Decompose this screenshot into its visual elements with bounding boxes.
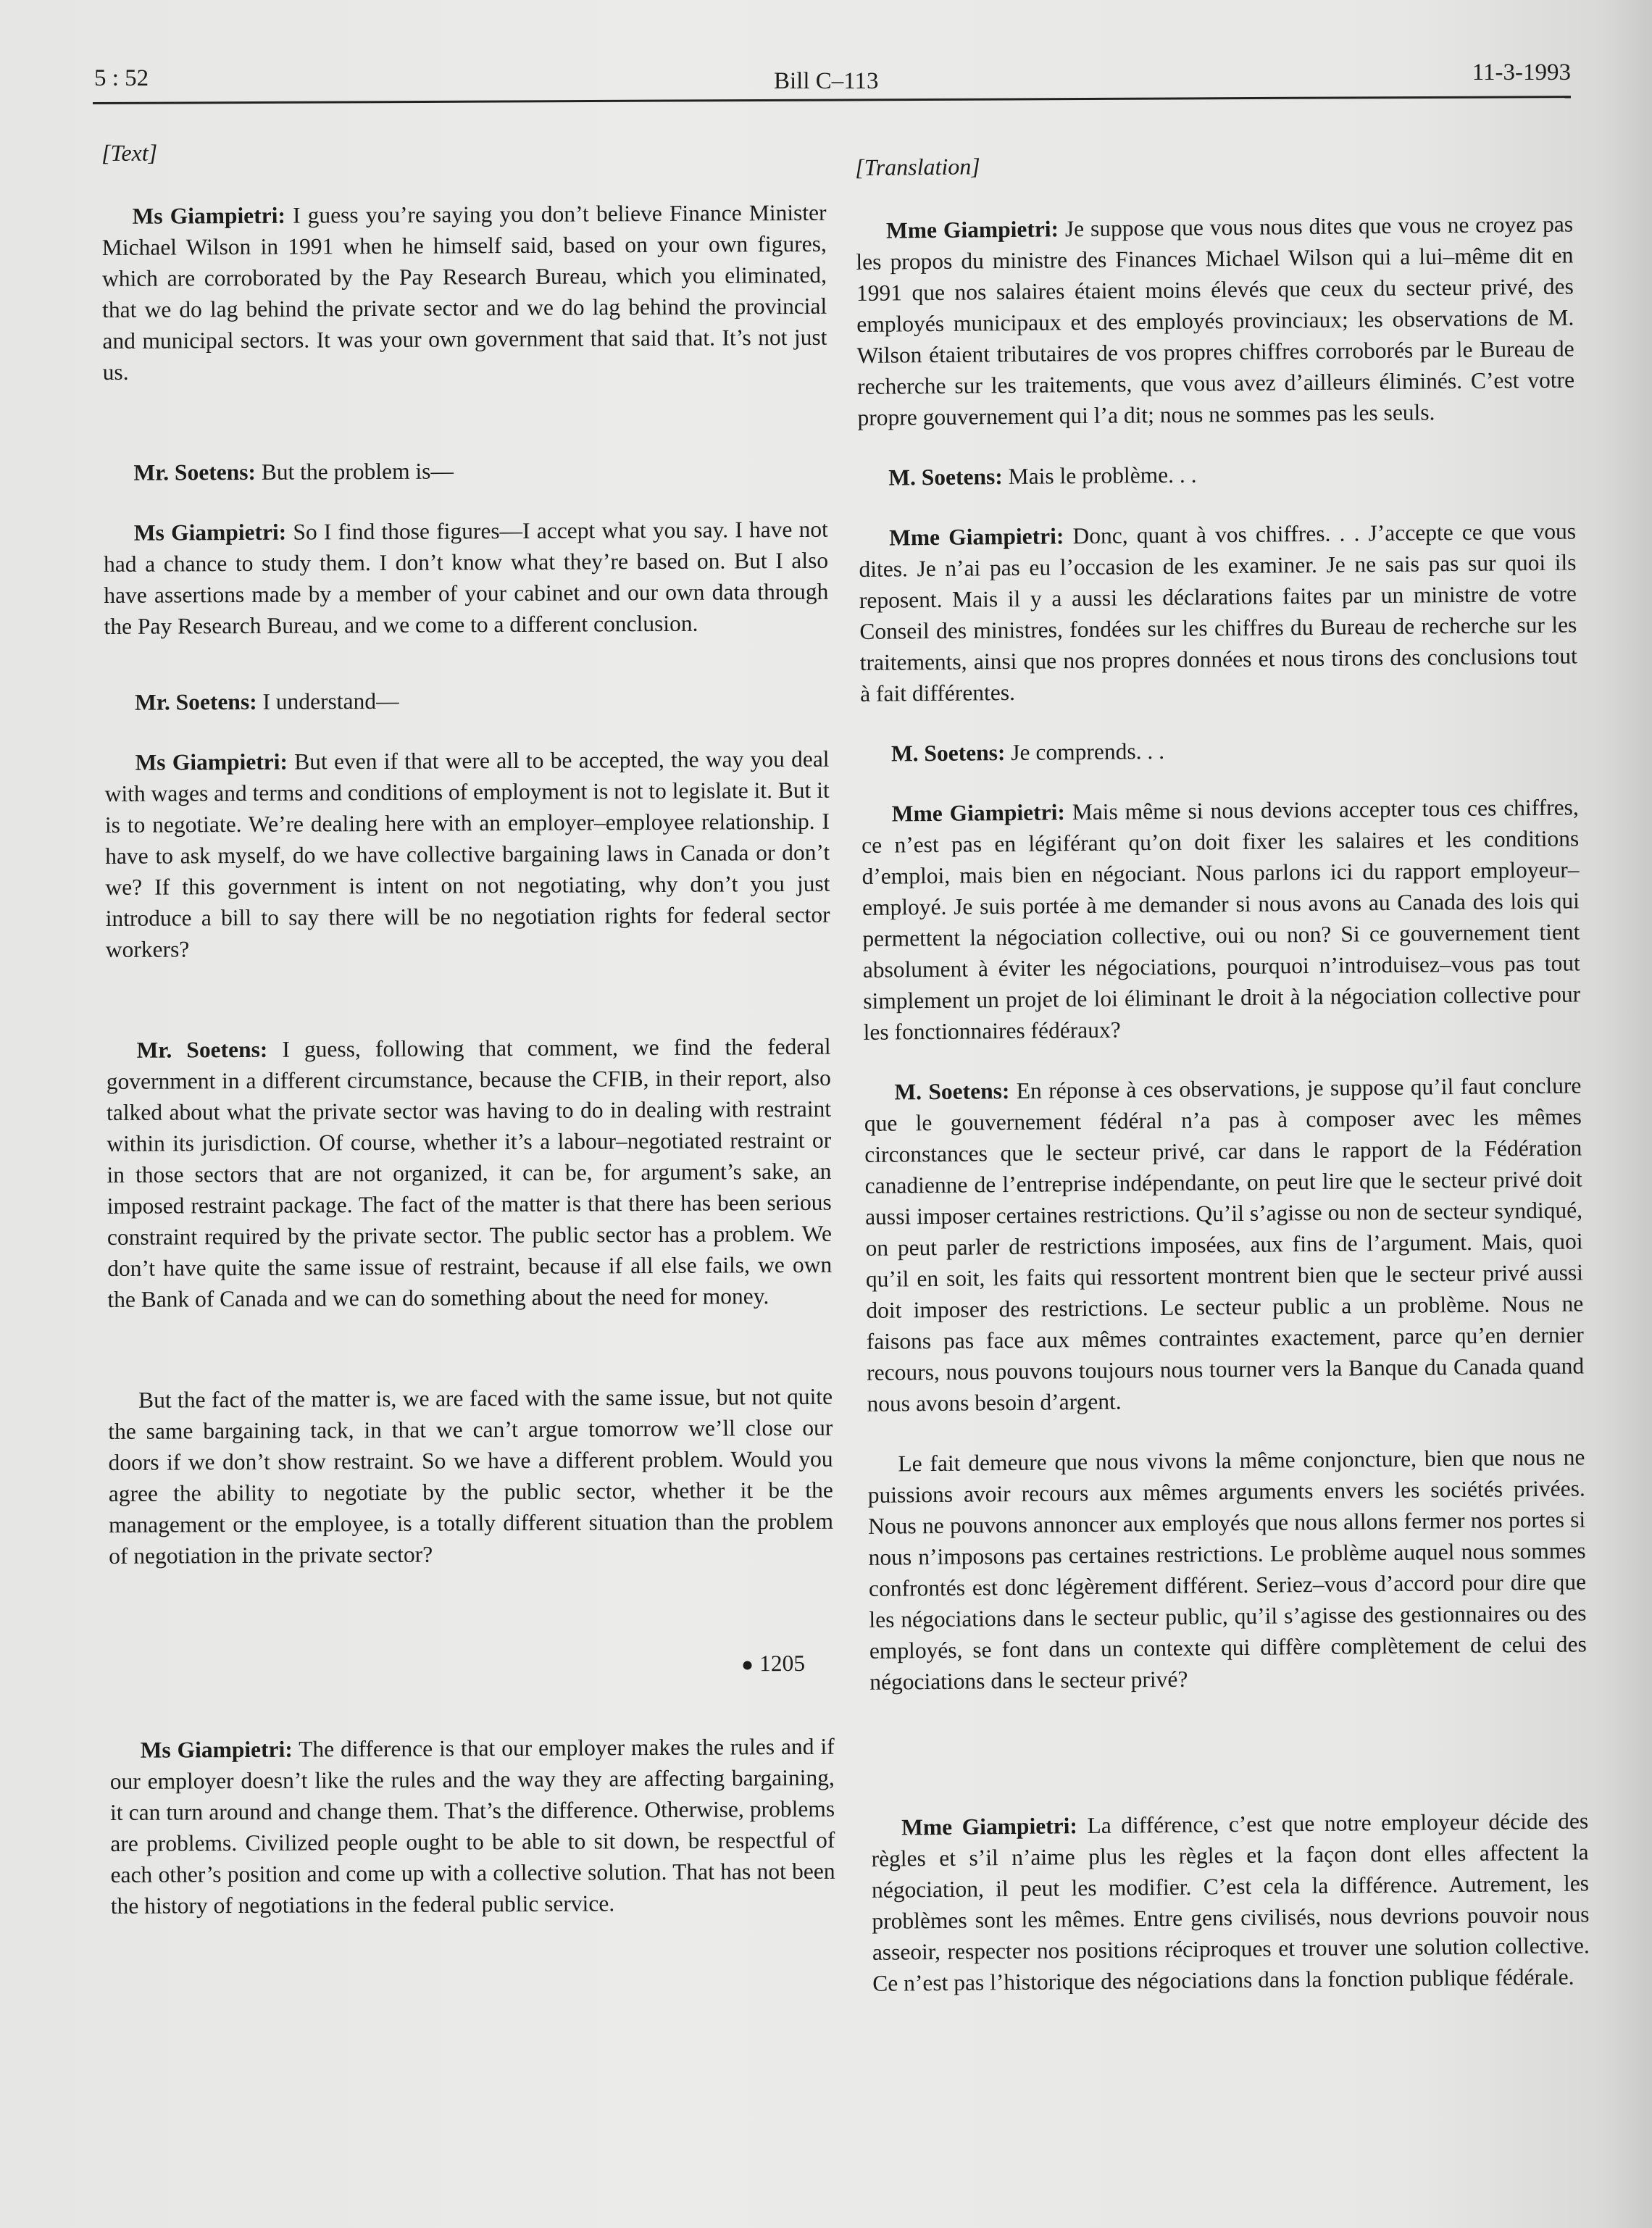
speech: I guess you’re saying you don’t believe Finance Minister Michael Wilson in 1991 when he himself said, based on your own figures, which are corroborated by the Pay Research Bureau, which you eliminated, that we do lag behind the private sector and we do lag behind the provincial and municipal sectors. It was your own government that said that. It’s not just us. — [101, 199, 827, 385]
paragraph — [864, 1069, 1584, 1419]
speech: The difference is that our employer makes the rules and if our employer doesn’t like the rules and the way they are affecting bargaining, it can turn around and change them. That’s the difference. Otherwise, problems are problems. Civilized people ought to be able to sit down, be respectful of each other’s position and come up with a collective solution. That has not been the history of negotiations in the federal public service. — [109, 1733, 835, 1919]
speech: But the fact of the matter is, we are faced with the same issue, but not quite the same bargaining tack, in that we can’t argue tomorrow we’ll close our doors if we don’t show restraint. So we have a different problem. Would you agree the ability to negotiate by the public sector, whether it be the management or the employee, is a totally different situation than the problem of negotiation in the private sector? — [108, 1383, 834, 1569]
speech: So I find those figures—I accept what you say. I have not had a chance to study them. I don’t know what they’re based on. But I also have assertions made by a member of your cabinet and our own data through the Pay Research Bureau, and we come to a different conclusion. — [103, 516, 829, 639]
speech: But even if that were all to be accepted, the way you deal with wages and terms and conditions of employment is not to legislate it. But it is to negotiate. We’re dealing here with an employer–employee relationship. I have to ask myself, do we have collective bargaining laws in Canada or don’t we? If this government is intent on not negotiating, why don’t you just introduce a bill to say there will be no negotiation rights for federal sector workers? — [104, 746, 830, 962]
speech: Mais même si nous devions accepter tous ces chiffres, ce n’est pas en légiférant qu’on doit fixer les salaires et les conditions d’emploi, mais bien en négociant. Nous parlons ici du rapport employeur–employé. Je suis portée à me demander si nous avons au Canada des lois qui permettent la négociation collective, oui ou non? Si ce gouvernement tient absolument à éviter les négociations, pourquoi n’introduisez–vous pas tout simplement un projet de loi éliminant le droit à la négociation collective pour les fonctionnaires fédéraux? — [862, 794, 1581, 1045]
text-label: [Text] — [101, 139, 158, 166]
paragraph — [106, 1031, 832, 1315]
paragraph — [867, 1441, 1587, 1697]
paragraph — [104, 743, 830, 965]
speech: Mais le problème. . . — [1002, 462, 1197, 490]
paragraph — [108, 1381, 833, 1572]
speech: Le fait demeure que nous vivons la même conjoncture, bien que nous ne puissions avoir recours aux mêmes arguments envers les sociétés privées. Nous ne pouvons annoncer aux employés que nous allons fermer nos portes si nous n’imposons pas certaines restrictions. Le problème auquel nous sommes confrontés est donc légèrement différent. Seriez–vous d’accord pour dire que les négociations dans le secteur public, qu’il s’agisse des gestionnaires ou des employés, se font dans un contexte qui diffère complètement de celui des négociations dans le secteur privé? — [867, 1444, 1587, 1695]
speech: But the problem is— — [255, 458, 454, 485]
speaker: Ms Giampietri: — [132, 202, 285, 229]
sitting-date: 11-3-1993 — [1472, 59, 1571, 85]
page-header — [93, 59, 1571, 104]
paragraph — [110, 1731, 835, 1922]
page-reference: 5 : 52 — [94, 65, 149, 91]
header-rule — [93, 96, 1571, 104]
paragraph — [101, 197, 827, 388]
speaker: Ms Giampietri: — [140, 1736, 293, 1763]
paragraph — [856, 208, 1575, 433]
paragraph — [871, 1805, 1590, 1998]
speaker: Ms Giampietri: — [133, 519, 287, 546]
english-column — [101, 134, 835, 1922]
speech: La différence, c’est que notre employeur décide des règles et s’il n’aime plus les règles et la façon dont elles affectent la négociation, il peut les modifier. C’est cela la différence. Autrement, les problèmes sont les mêmes. Entre gens civilisés, nous devrions pouvoir nous asseoir, respecter nos positions réciproques et trouver une solution collective. Ce n’est pas l’historique des négociations dans la fonction publique fédérale. — [871, 1808, 1590, 1996]
paragraph — [862, 791, 1581, 1047]
speech: I understand— — [256, 688, 399, 714]
speech: Je comprends. . . — [1005, 738, 1165, 766]
speech: Donc, quant à vos chiffres. . . J’accepte ce que vous dites. Je n’ai pas eu l’occasion de les examiner. Je ne sais pas sur quoi ils reposent. Mais il y a aussi les déclarations faites par un ministre de votre Conseil des ministres, fondées sur les chiffres du Bureau de recherche sur les traitements, ainsi que nos propres données et nous tirons des conclusions tout à fait différentes. — [859, 518, 1577, 706]
paragraph — [859, 515, 1577, 709]
bullet-icon: ● — [741, 1653, 754, 1677]
paragraph — [104, 683, 829, 718]
speaker: Mr. Soetens: — [136, 1036, 268, 1063]
speaker: Mme Giampietri: — [891, 799, 1066, 827]
speech: I guess, following that comment, we find the federal government in a different circumstance, because the CFIB, in their report, also talked about what the private sector was having to do in dealing with restraint within its jurisdiction. Of course, whether it’s a labour–negotiated restraint or in those sectors that are not organized, it can be, for argument’s sake, an imposed restraint package. The fact of the matter is that there has been serious constraint required by the private sector. The public sector has a problem. We don’t have quite the same issue of restraint, because if all else fails, we own the Bank of Canada and we can do something about the need for money. — [106, 1033, 833, 1312]
speaker: Mme Giampietri: — [901, 1813, 1078, 1840]
speaker: Mme Giampietri: — [885, 216, 1059, 243]
french-column — [855, 145, 1590, 1998]
speaker: M. Soetens: — [894, 1078, 1010, 1105]
speaker: M. Soetens: — [890, 740, 1006, 767]
bill-title: Bill C–113 — [774, 68, 879, 94]
speaker: Ms Giampietri: — [135, 748, 288, 775]
speech: En réponse à ces observations, je suppose qu’il faut conclure que le gouvernement fédéral n’a pas à composer avec les mêmes circonstances que le secteur privé, car dans le rapport de la Fédération canadienne de l’entreprise indépendante, on peut lire que le secteur privé doit aussi imposer certaines restrictions. Qu’il s’agisse ou non de secteur syndiqué, on peut parler de restrictions imposées, aux fins de l’argument. Mais, quoi qu’il en soit, les faits qui ressortent montrent bien que le secteur privé aussi doit imposer des restrictions. Le secteur public a un problème. Nous ne faisons pas face aux mêmes contraintes exactement, parce qu’en dernier recours, nous pouvons toujours nous tourner vers la Banque du Canada quand nous avons besoin d’argent. — [864, 1072, 1585, 1417]
speaker: Mr. Soetens: — [134, 688, 257, 715]
timestamp-value: 1205 — [759, 1650, 806, 1677]
translation-label: [Translation] — [855, 153, 980, 180]
speaker: Mme Giampietri: — [888, 523, 1064, 551]
paragraph — [103, 454, 827, 488]
speech: Je suppose que vous nous dites que vous ne croyez pas les propos du ministre des Finances Michael Wilson qui a lui–même dit en 1991 que nos salaires étaient moins élevés que ceux du secteur privé, des employés municipaux et des employés provinciaux; les observations de M. Wilson étaient tributaires de vos propres chiffres corroborés par le Bureau de recherche sur les traitements, que vous avez d’ailleurs éliminés. C’est votre propre gouvernement qui l’a dit; nous ne sommes pas les seuls. — [856, 211, 1575, 430]
speaker: Mr. Soetens: — [133, 459, 256, 485]
timestamp — [109, 1648, 834, 1684]
paragraph — [104, 514, 829, 642]
speaker: M. Soetens: — [888, 464, 1003, 491]
